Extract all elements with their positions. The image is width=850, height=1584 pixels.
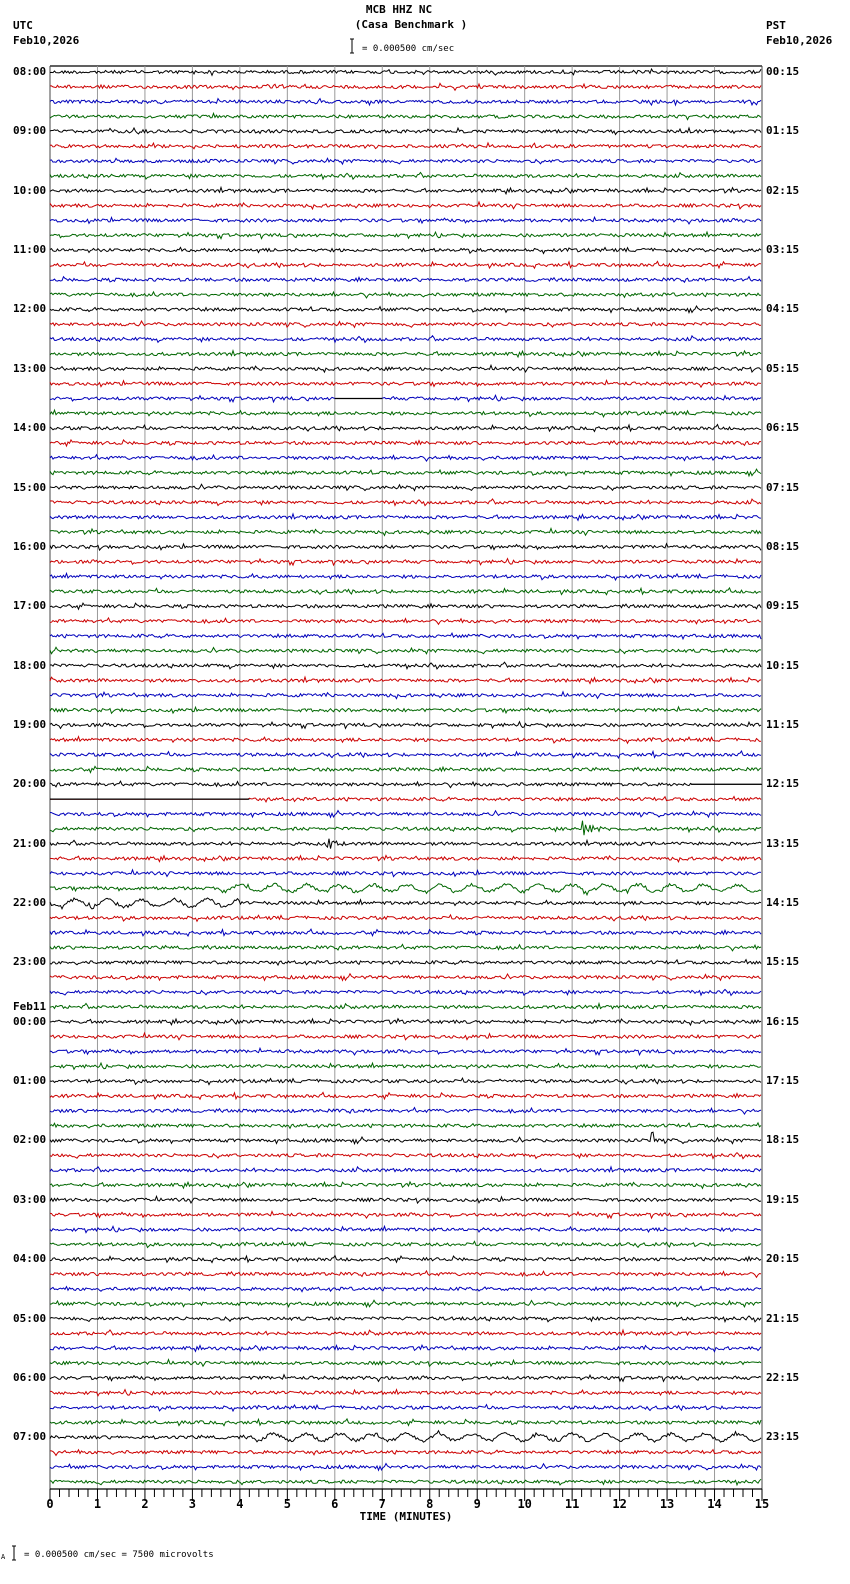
utc-hour-label: 20:00	[13, 777, 47, 791]
seismic-trace	[50, 321, 761, 327]
seismic-trace	[50, 247, 761, 253]
seismic-trace	[50, 1048, 761, 1055]
pst-hour-label: 06:15	[766, 421, 800, 435]
x-tick-label: 6	[331, 1497, 339, 1511]
seismic-trace	[50, 380, 761, 387]
x-tick-label: 11	[564, 1497, 580, 1511]
seismic-trace	[50, 1167, 761, 1172]
pst-hour-label: 23:15	[766, 1430, 800, 1444]
right-date: Feb10,2026	[766, 34, 833, 47]
seismic-trace	[50, 1431, 761, 1442]
x-tick-label: 8	[426, 1497, 434, 1511]
x-tick-label: 0	[46, 1497, 54, 1511]
pst-hour-label: 11:15	[766, 717, 800, 731]
seismic-trace	[50, 1360, 761, 1367]
seismic-trace	[50, 1123, 761, 1128]
pst-hour-label: 10:15	[766, 658, 800, 672]
seismic-trace	[50, 1464, 761, 1471]
seismic-trace	[50, 1419, 761, 1426]
seismic-trace	[50, 1479, 761, 1485]
seismic-trace	[50, 766, 761, 772]
pst-hour-label: 12:15	[766, 777, 800, 791]
date-change-label: Feb11	[13, 999, 47, 1013]
seismic-trace	[50, 217, 761, 224]
seismic-trace	[50, 1078, 761, 1085]
pst-hour-label: 07:15	[766, 480, 800, 494]
seismic-trace	[50, 128, 761, 135]
pst-hour-label: 00:15	[766, 65, 800, 78]
seismic-trace	[50, 1226, 761, 1232]
pst-hour-label: 20:15	[766, 1252, 800, 1266]
header-scale-text: = 0.000500 cm/sec	[362, 44, 455, 54]
x-tick-label: 1	[93, 1497, 102, 1511]
seismic-trace	[50, 1004, 761, 1009]
pst-hour-label: 05:15	[766, 361, 800, 375]
scale-bar-icon	[350, 39, 354, 53]
seismic-trace	[50, 839, 761, 849]
utc-hour-label: 13:00	[13, 361, 47, 375]
seismic-trace	[50, 1450, 761, 1456]
pst-hour-label: 04:15	[766, 302, 800, 316]
seismic-trace	[50, 1212, 761, 1219]
seismic-trace	[50, 1300, 761, 1307]
seismic-trace	[50, 1390, 761, 1396]
seismic-trace	[50, 990, 761, 996]
utc-hour-label: 02:00	[13, 1133, 47, 1147]
seismic-trace	[50, 821, 761, 836]
seismic-trace	[50, 158, 761, 164]
seismic-trace	[50, 1033, 761, 1040]
seismic-trace	[50, 811, 761, 818]
pst-hour-label: 16:15	[766, 1014, 800, 1028]
seismic-trace	[50, 365, 761, 372]
seismic-trace	[50, 1330, 761, 1335]
seismic-trace	[50, 603, 761, 609]
utc-hour-label: 16:00	[13, 539, 47, 553]
pst-hour-label: 03:15	[766, 243, 800, 257]
pst-hour-label: 21:15	[766, 1311, 800, 1325]
utc-hour-label: 17:00	[13, 599, 47, 613]
x-tick-label: 9	[473, 1497, 481, 1511]
seismic-trace	[50, 99, 761, 105]
utc-hour-label: 15:00	[13, 480, 47, 494]
footer-prefix: A	[1, 1553, 6, 1561]
seismic-trace	[50, 1271, 761, 1277]
utc-hour-label: 00:00	[13, 1014, 47, 1028]
seismic-trace	[50, 588, 761, 595]
utc-hour-label: 05:00	[13, 1311, 47, 1325]
seismic-trace	[50, 529, 761, 536]
seismic-trace	[50, 351, 761, 357]
x-tick-label: 10	[517, 1497, 532, 1511]
seismic-trace	[50, 499, 761, 506]
utc-hour-label: 21:00	[13, 836, 47, 850]
seismic-trace	[50, 484, 761, 490]
utc-hour-label: 01:00	[13, 1074, 47, 1088]
pst-hour-label: 01:15	[766, 124, 800, 138]
seismic-trace	[50, 1256, 761, 1263]
seismic-trace	[50, 1286, 761, 1291]
station-location: (Casa Benchmark )	[354, 18, 468, 31]
seismic-trace	[50, 69, 761, 75]
pst-hour-label: 09:15	[766, 599, 800, 613]
seismic-trace	[50, 722, 761, 729]
utc-hour-label: 04:00	[13, 1252, 47, 1266]
seismic-trace	[50, 677, 761, 683]
seismic-trace	[50, 395, 761, 402]
utc-hour-label: 12:00	[13, 302, 47, 316]
seismic-trace	[50, 1153, 761, 1159]
utc-hour-label: 06:00	[13, 1370, 47, 1384]
x-axis-label: TIME (MINUTES)	[359, 1510, 453, 1523]
seismic-trace	[50, 559, 761, 566]
pst-hour-label: 19:15	[766, 1192, 800, 1206]
seismic-trace	[50, 974, 761, 981]
seismic-trace	[50, 883, 761, 895]
seismic-trace	[50, 898, 761, 909]
x-tick-label: 5	[283, 1497, 291, 1511]
x-tick-label: 12	[612, 1497, 627, 1511]
seismic-trace	[50, 1405, 761, 1411]
seismic-trace	[50, 929, 761, 936]
seismic-trace	[50, 336, 761, 343]
utc-hour-label: 14:00	[13, 421, 47, 435]
x-tick-label: 4	[236, 1497, 244, 1511]
seismic-trace	[50, 915, 761, 921]
left-date: Feb10,2026	[13, 34, 80, 47]
utc-hour-label: 11:00	[13, 243, 47, 257]
seismic-trace	[50, 544, 761, 551]
x-tick-label: 7	[378, 1497, 386, 1511]
seismic-trace	[50, 737, 761, 744]
station-title: MCB HHZ NC	[365, 3, 433, 16]
seismic-trace	[50, 425, 761, 432]
seismic-trace	[50, 306, 761, 313]
seismic-trace	[50, 514, 761, 520]
seismic-trace	[50, 707, 761, 713]
seismic-trace	[50, 277, 761, 283]
seismic-trace	[50, 1092, 761, 1099]
seismic-trace	[50, 960, 761, 965]
utc-hour-label: 07:00	[13, 1430, 47, 1444]
seismic-trace	[50, 1196, 761, 1203]
seismic-trace	[50, 440, 761, 446]
seismic-trace	[50, 1345, 761, 1351]
scale-bar-icon	[12, 1546, 16, 1560]
x-tick-label: 13	[659, 1497, 675, 1511]
seismic-trace	[50, 83, 761, 90]
seismic-trace	[50, 662, 761, 669]
utc-hour-label: 22:00	[13, 896, 47, 910]
seismic-trace	[50, 187, 761, 193]
pst-hour-label: 15:15	[766, 955, 800, 969]
utc-hour-label: 09:00	[13, 124, 47, 138]
seismic-trace	[50, 781, 761, 787]
seismic-trace	[50, 944, 761, 950]
seismic-trace	[50, 647, 761, 654]
seismic-trace	[50, 202, 761, 209]
pst-hour-label: 17:15	[766, 1074, 800, 1088]
seismic-trace	[50, 143, 761, 149]
utc-hour-label: 18:00	[13, 658, 47, 672]
seismic-trace	[50, 633, 761, 639]
seismic-trace	[50, 1132, 761, 1144]
seismic-trace	[50, 692, 761, 699]
utc-hour-label: 03:00	[13, 1192, 47, 1206]
seismic-trace	[50, 751, 761, 758]
seismic-trace	[50, 410, 761, 417]
pst-hour-label: 02:15	[766, 183, 800, 197]
seismic-trace	[50, 1063, 761, 1069]
x-tick-label: 3	[188, 1497, 197, 1511]
seismic-trace	[50, 113, 761, 119]
seismic-trace	[50, 618, 761, 624]
seismic-trace	[50, 173, 761, 180]
seismic-trace	[50, 856, 761, 862]
seismic-trace	[50, 261, 761, 268]
pst-hour-label: 18:15	[766, 1133, 800, 1147]
seismic-trace	[50, 469, 761, 476]
pst-hour-label: 14:15	[766, 896, 800, 910]
pst-hour-label: 08:15	[766, 539, 800, 553]
pst-hour-label: 22:15	[766, 1370, 800, 1384]
utc-hour-label: 19:00	[13, 717, 47, 731]
seismic-trace	[50, 1108, 761, 1115]
pst-hour-label: 13:15	[766, 836, 800, 850]
left-timezone: UTC	[13, 19, 33, 32]
footer-scale-text: = 0.000500 cm/sec = 7500 microvolts	[24, 1550, 214, 1560]
seismic-trace	[50, 455, 761, 461]
seismic-trace	[50, 232, 761, 239]
utc-hour-label: 10:00	[13, 183, 47, 197]
seismic-trace	[50, 870, 761, 877]
seismic-trace	[50, 1375, 761, 1382]
x-tick-label: 14	[707, 1497, 722, 1511]
seismic-trace	[50, 1316, 761, 1322]
x-tick-label: 2	[141, 1497, 149, 1511]
seismic-trace	[50, 573, 761, 580]
seismic-trace	[50, 292, 761, 298]
x-tick-label: 15	[754, 1497, 770, 1511]
utc-hour-label: 23:00	[13, 955, 47, 969]
seismic-trace	[50, 1182, 761, 1188]
seismic-trace	[50, 1241, 761, 1247]
right-timezone: PST	[766, 19, 786, 32]
seismic-trace	[50, 1019, 761, 1025]
utc-hour-label: 08:00	[13, 65, 47, 78]
